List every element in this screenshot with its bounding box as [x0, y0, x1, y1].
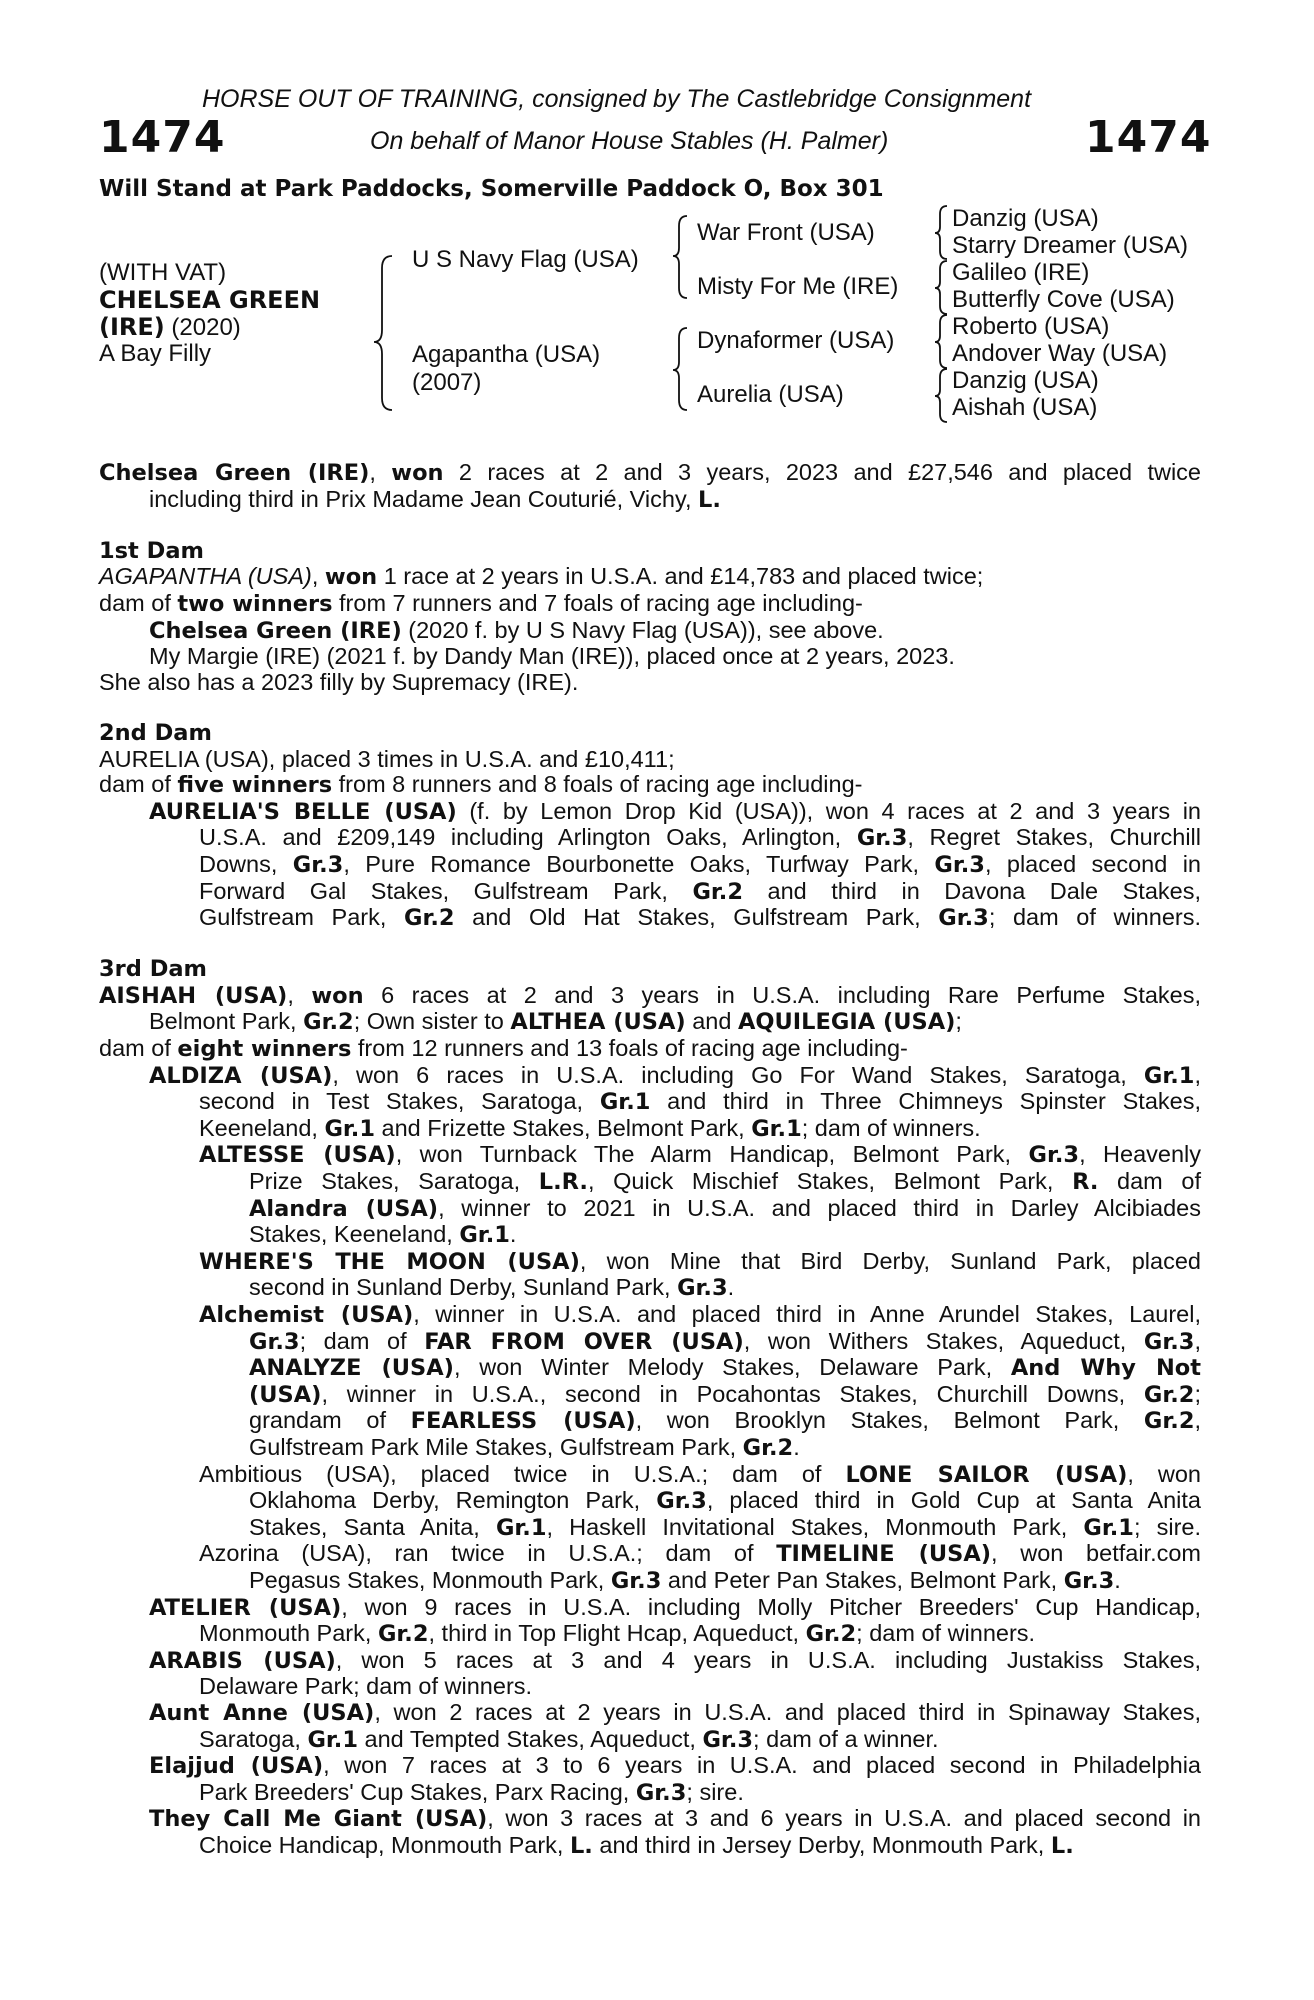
text-run: and third in Three Chimneys Spinster Stakes,	[650, 1088, 1201, 1115]
text-run: , placed second in	[984, 850, 1202, 877]
bold-text: FAR FROM OVER (USA)	[424, 1328, 744, 1355]
bold-text: Gr.1	[459, 1222, 510, 1249]
second-dam-line	[99, 825, 1201, 852]
text-run: from 12 runners and 13 foals of racing age including-	[351, 1035, 908, 1062]
text-run: Forward Gal Stakes, Gulfstream Park,	[199, 877, 693, 904]
text-run: including third in Prix Madame Jean Couturié, Vichy,	[149, 485, 699, 512]
text-run: ; sire.	[686, 1778, 744, 1805]
bold-text: LONE SAILOR (USA)	[845, 1461, 1128, 1488]
bold-text: AISHAH (USA)	[99, 982, 288, 1009]
third-dam-line	[99, 1515, 1201, 1542]
bold-text: Gr.2	[377, 1621, 429, 1648]
third-dam-line	[99, 1833, 1201, 1860]
bold-text: won	[311, 982, 364, 1009]
g3-8: Aishah (USA)	[952, 394, 1098, 421]
text-run: Belmont Park,	[149, 1008, 304, 1035]
text-run: Saratoga,	[199, 1725, 308, 1752]
consignment-line: HORSE OUT OF TRAINING, consigned by The Castlebridge Consignment	[202, 85, 1032, 113]
text-run: Stakes, Santa Anita,	[249, 1513, 496, 1540]
first-dam-line	[99, 670, 1201, 696]
bold-text: Gr.3	[656, 1488, 707, 1515]
text-run: .	[509, 1221, 517, 1248]
bold-text: Gr.1	[324, 1115, 376, 1142]
text-run: Monmouth Park,	[199, 1620, 378, 1647]
text-run: ; sire.	[1133, 1513, 1201, 1540]
g3-7: Danzig (USA)	[952, 367, 1099, 394]
third-dam-line	[99, 1089, 1201, 1116]
text-run: ,	[311, 563, 325, 590]
bold-text: Gr.3	[677, 1275, 728, 1302]
bold-text: Gr.3	[610, 1567, 662, 1594]
second-dam-line	[99, 799, 1201, 826]
text-run: , third in Top Flight Hcap, Aqueduct,	[428, 1620, 806, 1647]
first-dam-line	[99, 591, 1201, 618]
catalogue-body	[99, 460, 1201, 1859]
text-run: ;	[955, 1008, 962, 1035]
bold-text: Gr.1	[1083, 1514, 1134, 1541]
third-dam-line	[99, 1541, 1201, 1568]
text-run: .	[727, 1274, 735, 1301]
dam-dam: Aurelia (USA)	[697, 381, 844, 408]
text-run: ; dam of winners.	[988, 904, 1201, 931]
g3-2: Starry Dreamer (USA)	[952, 232, 1189, 259]
bold-text: two winners	[177, 590, 333, 617]
text-run: grandam of	[249, 1407, 411, 1434]
text-run: dam of	[99, 1035, 178, 1062]
text-run: (2020 f. by U S Navy Flag (USA)), see above.	[401, 616, 884, 643]
third-dam-line	[99, 1595, 1201, 1622]
text-run: , won	[1127, 1460, 1201, 1487]
third-dam-line	[99, 1142, 1201, 1169]
text-run: , Heavenly	[1079, 1141, 1201, 1168]
text-run: and Frizette Stakes, Belmont Park,	[375, 1114, 752, 1141]
third-dam-line	[99, 1036, 1201, 1063]
g3-6: Andover Way (USA)	[952, 340, 1168, 367]
first-dam-heading: 1st Dam	[99, 537, 204, 564]
third-dam-line	[99, 1382, 1201, 1409]
third-dam-line	[99, 1700, 1201, 1727]
sire-sire: War Front (USA)	[697, 219, 875, 246]
bold-text: Gr.2	[805, 1621, 857, 1648]
bold-text: Gr.1	[599, 1089, 651, 1116]
text-run: , won 6 races in U.S.A. including Go For Wand Stakes, Saratoga,	[332, 1061, 1144, 1088]
third-dam-line	[99, 1222, 1201, 1249]
bold-text: L.	[1050, 1832, 1074, 1859]
bold-text: Gr.3	[934, 851, 985, 878]
text-run: U.S.A. and £209,149 including Arlington Oaks, Arlington,	[199, 824, 857, 851]
third-dam-line	[99, 1568, 1201, 1595]
text-run: from 7 runners and 7 foals of racing age including-	[332, 589, 863, 616]
text-run: , won Withers Stakes, Aqueduct,	[743, 1327, 1144, 1354]
third-dam-line	[99, 1116, 1201, 1143]
bold-text: Chelsea Green (IRE)	[149, 617, 402, 644]
third-dam-line	[99, 1648, 1201, 1675]
bold-text: Gr.3	[1028, 1142, 1080, 1169]
bold-text: AQUILEGIA (USA)	[737, 1009, 956, 1036]
bold-text: TIMELINE (USA)	[776, 1541, 992, 1568]
lot-number-right: 1474	[1085, 112, 1212, 163]
text-run: , won Mine that Bird Derby, Sunland Park, placed	[579, 1247, 1201, 1274]
bold-text: Gr.2	[1143, 1408, 1195, 1435]
text-run: from 8 runners and 8 foals of racing age including-	[332, 771, 863, 798]
text-run: and Peter Pan Stakes, Belmont Park,	[661, 1566, 1064, 1593]
text-run: , won Brooklyn Stakes, Belmont Park,	[635, 1407, 1144, 1434]
text-run: (f. by Lemon Drop Kid (USA)), won 4 races at 2 and 3 years in	[456, 797, 1201, 824]
text-run: Gulfstream Park Mile Stakes, Gulfstream Park,	[249, 1433, 743, 1460]
text-run: and Old Hat Stakes, Gulfstream Park,	[454, 904, 939, 931]
third-dam-line	[99, 1302, 1201, 1329]
bold-text: FEARLESS (USA)	[410, 1408, 636, 1435]
text-run: 2 races at 2 and 3 years, 2023 and £27,546 and placed twice	[443, 459, 1201, 485]
text-run: Delaware Park; dam of winners.	[199, 1673, 533, 1700]
bold-text: ATELIER (USA)	[149, 1594, 342, 1621]
dam-sire: Dynaformer (USA)	[697, 327, 895, 354]
text-run: , placed third in Gold Cup at Santa Anita	[706, 1487, 1202, 1514]
bold-text: AURELIA'S BELLE (USA)	[149, 798, 457, 825]
bold-text: Gr.2	[742, 1434, 794, 1461]
bold-text: won	[324, 564, 378, 591]
g3-1: Danzig (USA)	[952, 205, 1099, 232]
second-dam-line	[99, 747, 1201, 773]
bold-text: won	[391, 460, 444, 486]
bold-text: They Call Me Giant (USA)	[149, 1806, 488, 1833]
text-run: , won 5 races at 3 and 4 years in U.S.A. including Justakiss Stakes,	[335, 1646, 1201, 1673]
third-dam-line	[99, 1355, 1201, 1382]
g3-5: Roberto (USA)	[952, 313, 1110, 340]
third-dam-line	[99, 1249, 1201, 1276]
bold-text: ALTHEA (USA)	[510, 1009, 686, 1036]
bold-text: Gr.3	[1143, 1328, 1195, 1355]
text-run: She also has a 2023 filly by Supremacy (IRE).	[99, 668, 579, 695]
text-run: Azorina (USA), ran twice in U.S.A.; dam of	[199, 1540, 777, 1567]
horse-description: A Bay Filly	[99, 340, 212, 367]
first-dam-line	[99, 564, 1201, 591]
text-run: Downs,	[199, 850, 293, 877]
lot-number-left: 1474	[99, 112, 226, 163]
third-dam-line	[99, 1329, 1201, 1356]
third-dam-line	[99, 1196, 1201, 1223]
text-run: , won 3 races at 3 and 6 years in U.S.A. and placed second in	[487, 1805, 1201, 1832]
text-run: , Haskell Invitational Stakes, Monmouth Park,	[546, 1513, 1084, 1540]
third-dam-line	[99, 1621, 1201, 1648]
behalf-line: On behalf of Manor House Stables (H. Palmer)	[370, 127, 889, 155]
text-run: dam of	[99, 771, 178, 798]
bold-text: Gr.2	[303, 1009, 354, 1036]
text-run: , Pure Romance Bourbonette Oaks, Turfway Park,	[343, 850, 935, 877]
text-run: , Regret Stakes, Churchill	[907, 824, 1201, 851]
text-run: ;	[1194, 1380, 1201, 1407]
bold-text: WHERE'S THE MOON (USA)	[199, 1248, 580, 1275]
third-dam-line	[99, 1674, 1201, 1700]
text-run: ,	[287, 981, 312, 1008]
bold-text: Gr.3	[635, 1779, 687, 1806]
bold-text: Gr.2	[692, 878, 744, 905]
second-dam-line	[99, 772, 1201, 799]
first-dam-line	[99, 644, 1201, 670]
bold-text: Gr.3	[249, 1328, 300, 1355]
horse-name: CHELSEA GREEN	[99, 286, 321, 314]
text-run: 6 races at 2 and 3 years in U.S.A. including Rare Perfume Stakes,	[363, 981, 1202, 1008]
text-run: ,	[1194, 1327, 1201, 1354]
bold-text: R.	[1072, 1169, 1099, 1196]
bold-text: Alchemist (USA)	[199, 1302, 414, 1328]
text-run: ; Own sister to	[353, 1008, 511, 1035]
text-run: dam of	[99, 589, 178, 616]
third-dam-line	[99, 1488, 1201, 1515]
dam: Agapantha (USA)	[412, 341, 601, 368]
horse-origin-year: (IRE) (2020)	[99, 313, 241, 341]
third-dam-line	[99, 1009, 1201, 1036]
text-run: second in Sunland Derby, Sunland Park,	[249, 1274, 678, 1301]
third-dam-line	[99, 1063, 1201, 1090]
third-dam-line	[99, 1169, 1201, 1196]
intro-line-2	[99, 487, 1201, 514]
third-dam-line	[99, 1462, 1201, 1489]
bold-text: L.	[569, 1832, 593, 1859]
sire: U S Navy Flag (USA)	[412, 246, 639, 273]
bold-text: Gr.3	[856, 825, 908, 852]
bold-text: Elajjud (USA)	[149, 1753, 324, 1780]
g3-3: Galileo (IRE)	[952, 259, 1090, 286]
second-dam-heading: 2nd Dam	[99, 719, 212, 746]
text-run: ,	[369, 459, 392, 485]
text-run: Choice Handicap, Monmouth Park,	[199, 1831, 570, 1858]
third-dam-line	[99, 1753, 1201, 1780]
bold-text: Gr.3	[938, 905, 989, 932]
text-run: ,	[1194, 1407, 1202, 1434]
bold-text: Gr.2	[1143, 1381, 1195, 1408]
text-run: ; dam of	[299, 1327, 425, 1354]
bold-text: And Why Not	[1010, 1355, 1201, 1382]
third-dam-line	[99, 1727, 1201, 1754]
second-dam-line	[99, 905, 1201, 932]
sire-dam: Misty For Me (IRE)	[697, 273, 899, 300]
bold-text: Gr.3	[292, 851, 344, 878]
bold-text: ANALYZE (USA)	[249, 1355, 454, 1382]
text-run: , won 7 races at 3 to 6 years in U.S.A. and placed second in Philadelphia	[323, 1752, 1201, 1779]
bold-text: ARABIS (USA)	[149, 1647, 336, 1674]
text-run: Gulfstream Park,	[199, 904, 404, 931]
text-run: Pegasus Stakes, Monmouth Park,	[249, 1566, 611, 1593]
first-dam-line	[99, 618, 1201, 645]
text-run: ; dam of winners.	[856, 1620, 1036, 1647]
text-run: , won 2 races at 2 years in U.S.A. and placed third in Spinaway Stakes,	[374, 1698, 1201, 1725]
text-run: dam of	[1098, 1168, 1202, 1195]
text-run: second in Test Stakes, Saratoga,	[199, 1088, 600, 1115]
vat-label: (WITH VAT)	[99, 259, 227, 286]
italic-text: AGAPANTHA (USA)	[99, 563, 312, 590]
bold-text: Gr.1	[495, 1514, 547, 1541]
bold-text: Chelsea Green (IRE)	[99, 460, 370, 486]
text-run: , won betfair.com	[991, 1540, 1201, 1567]
text-run: and third in Davona Dale Stakes,	[743, 877, 1201, 904]
text-run: Oklahoma Derby, Remington Park,	[249, 1487, 657, 1514]
text-run: Ambitious (USA), placed twice in U.S.A.; dam of	[199, 1460, 846, 1487]
bold-text: ALDIZA (USA)	[149, 1062, 333, 1089]
bold-text: Gr.1	[307, 1726, 358, 1753]
bold-text: L.	[698, 486, 721, 513]
text-run: Stakes, Keeneland,	[249, 1221, 460, 1248]
bold-text: ALTESSE (USA)	[199, 1142, 396, 1169]
text-run: My Margie (IRE) (2021 f. by Dandy Man (IRE)), placed once at 2 years, 2023.	[149, 643, 955, 670]
bold-text: eight winners	[177, 1036, 352, 1063]
text-run: Park Breeders' Cup Stakes, Parx Racing,	[199, 1778, 636, 1805]
text-run: , winner in U.S.A., second in Pocahontas Stakes, Churchill Downs,	[321, 1380, 1144, 1407]
bold-text: L.R.	[538, 1169, 588, 1196]
bold-text: Aunt Anne (USA)	[149, 1699, 375, 1726]
text-run: , won Turnback The Alarm Handicap, Belmont Park,	[395, 1141, 1029, 1168]
text-run: ; dam of winners.	[801, 1114, 981, 1141]
intro-line-1	[99, 460, 1201, 487]
text-run: , won Winter Melody Stakes, Delaware Park,	[453, 1354, 1011, 1381]
third-dam-line	[99, 1435, 1201, 1462]
text-run: Keeneland,	[199, 1114, 325, 1141]
bold-text: Gr.1	[751, 1115, 802, 1142]
third-dam-line	[99, 1275, 1201, 1302]
text-run: 1 race at 2 years in U.S.A. and £14,783 and placed twice;	[377, 563, 984, 590]
text-run: , winner in U.S.A. and placed third in Anne Arundel Stakes, Laurel,	[413, 1301, 1201, 1327]
text-run: ; dam of a winner.	[753, 1725, 939, 1752]
text-run: , won 9 races in U.S.A. including Molly Pitcher Breeders' Cup Handicap,	[341, 1593, 1201, 1620]
text-run: and Tempted Stakes, Aqueduct,	[358, 1725, 703, 1752]
text-run: and	[685, 1008, 738, 1035]
text-run: , winner to 2021 in U.S.A. and placed third in Darley Alcibiades	[438, 1194, 1201, 1221]
text-run: .	[793, 1433, 800, 1460]
dam-year: (2007)	[412, 369, 482, 396]
bold-text: five winners	[177, 772, 333, 799]
third-dam-line	[99, 1806, 1201, 1833]
g3-4: Butterfly Cove (USA)	[952, 286, 1175, 313]
bold-text: Gr.1	[1143, 1062, 1195, 1089]
third-dam-heading: 3rd Dam	[99, 956, 207, 983]
text-run: Prize Stakes, Saratoga,	[249, 1168, 539, 1195]
text-run: ,	[1194, 1061, 1201, 1088]
bold-text: Alandra (USA)	[249, 1195, 439, 1222]
text-run: and third in Jersey Derby, Monmouth Park,	[592, 1831, 1051, 1858]
stand-line: Will Stand at Park Paddocks, Somerville Paddock O, Box 301	[99, 176, 884, 202]
third-dam-line	[99, 983, 1201, 1010]
text-run: , Quick Mischief Stakes, Belmont Park,	[587, 1168, 1073, 1195]
bold-text: Gr.3	[1063, 1567, 1115, 1594]
text-run: .	[1114, 1566, 1121, 1593]
third-dam-line	[99, 1408, 1201, 1435]
text-run: AURELIA (USA), placed 3 times in U.S.A. and £10,411;	[99, 745, 675, 772]
second-dam-line	[99, 852, 1201, 879]
bold-text: Gr.3	[702, 1726, 754, 1753]
bold-text: (USA)	[249, 1381, 322, 1408]
third-dam-line	[99, 1780, 1201, 1807]
bold-text: Gr.2	[403, 905, 455, 932]
second-dam-line	[99, 879, 1201, 906]
